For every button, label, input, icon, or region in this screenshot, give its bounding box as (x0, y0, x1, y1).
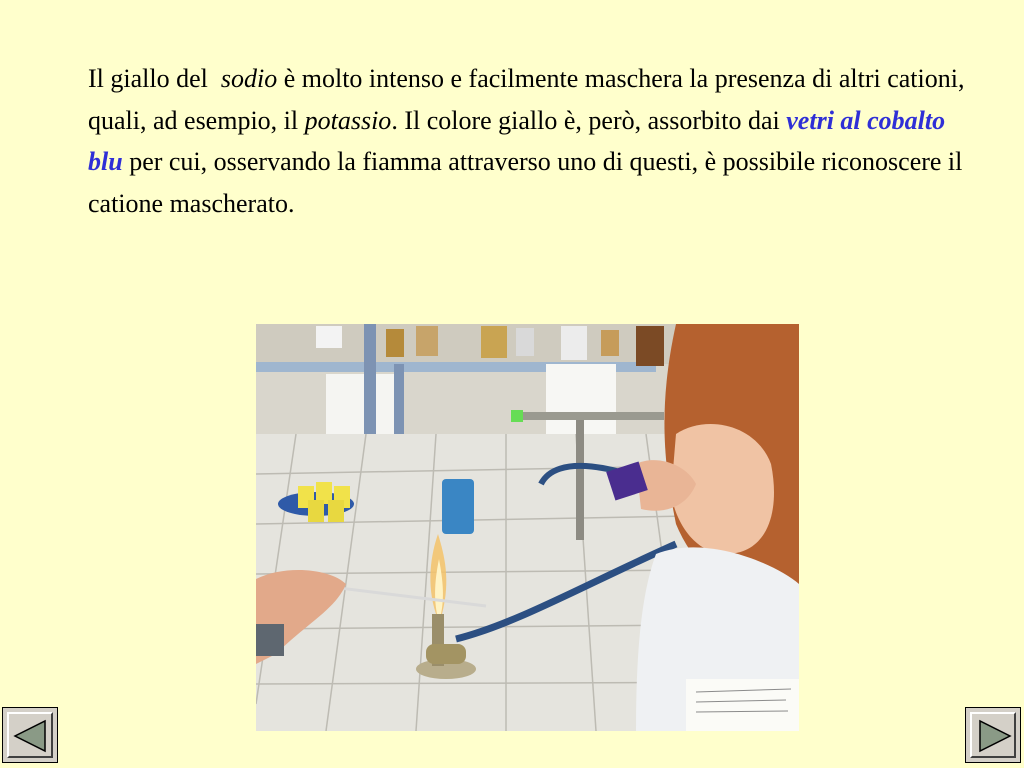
lab-flame-test-photo (256, 324, 799, 731)
previous-slide-button[interactable] (2, 707, 58, 763)
text-part-2: è molto intenso e facilmente maschera la presenza di altri cationi, quali, ad esempio, il (88, 64, 965, 135)
triangle-left-icon (3, 708, 59, 764)
triangle-right-icon (966, 708, 1022, 764)
highlight-vetri-cobalto: vetri al cobalto blu (88, 105, 946, 176)
slide-paragraph (88, 58, 978, 224)
text-part-4: per cui, osservando la fiamma attraverso uno di questi, è possibile riconoscere il catione mascherato. (88, 147, 963, 218)
word-sodio: sodio (220, 64, 278, 93)
text-part-1: Il giallo del (88, 64, 208, 93)
word-potassio: potassio (304, 105, 392, 135)
text-part-3: . Il colore giallo è, però, assorbito dai (391, 105, 780, 135)
next-slide-button[interactable] (965, 707, 1021, 763)
